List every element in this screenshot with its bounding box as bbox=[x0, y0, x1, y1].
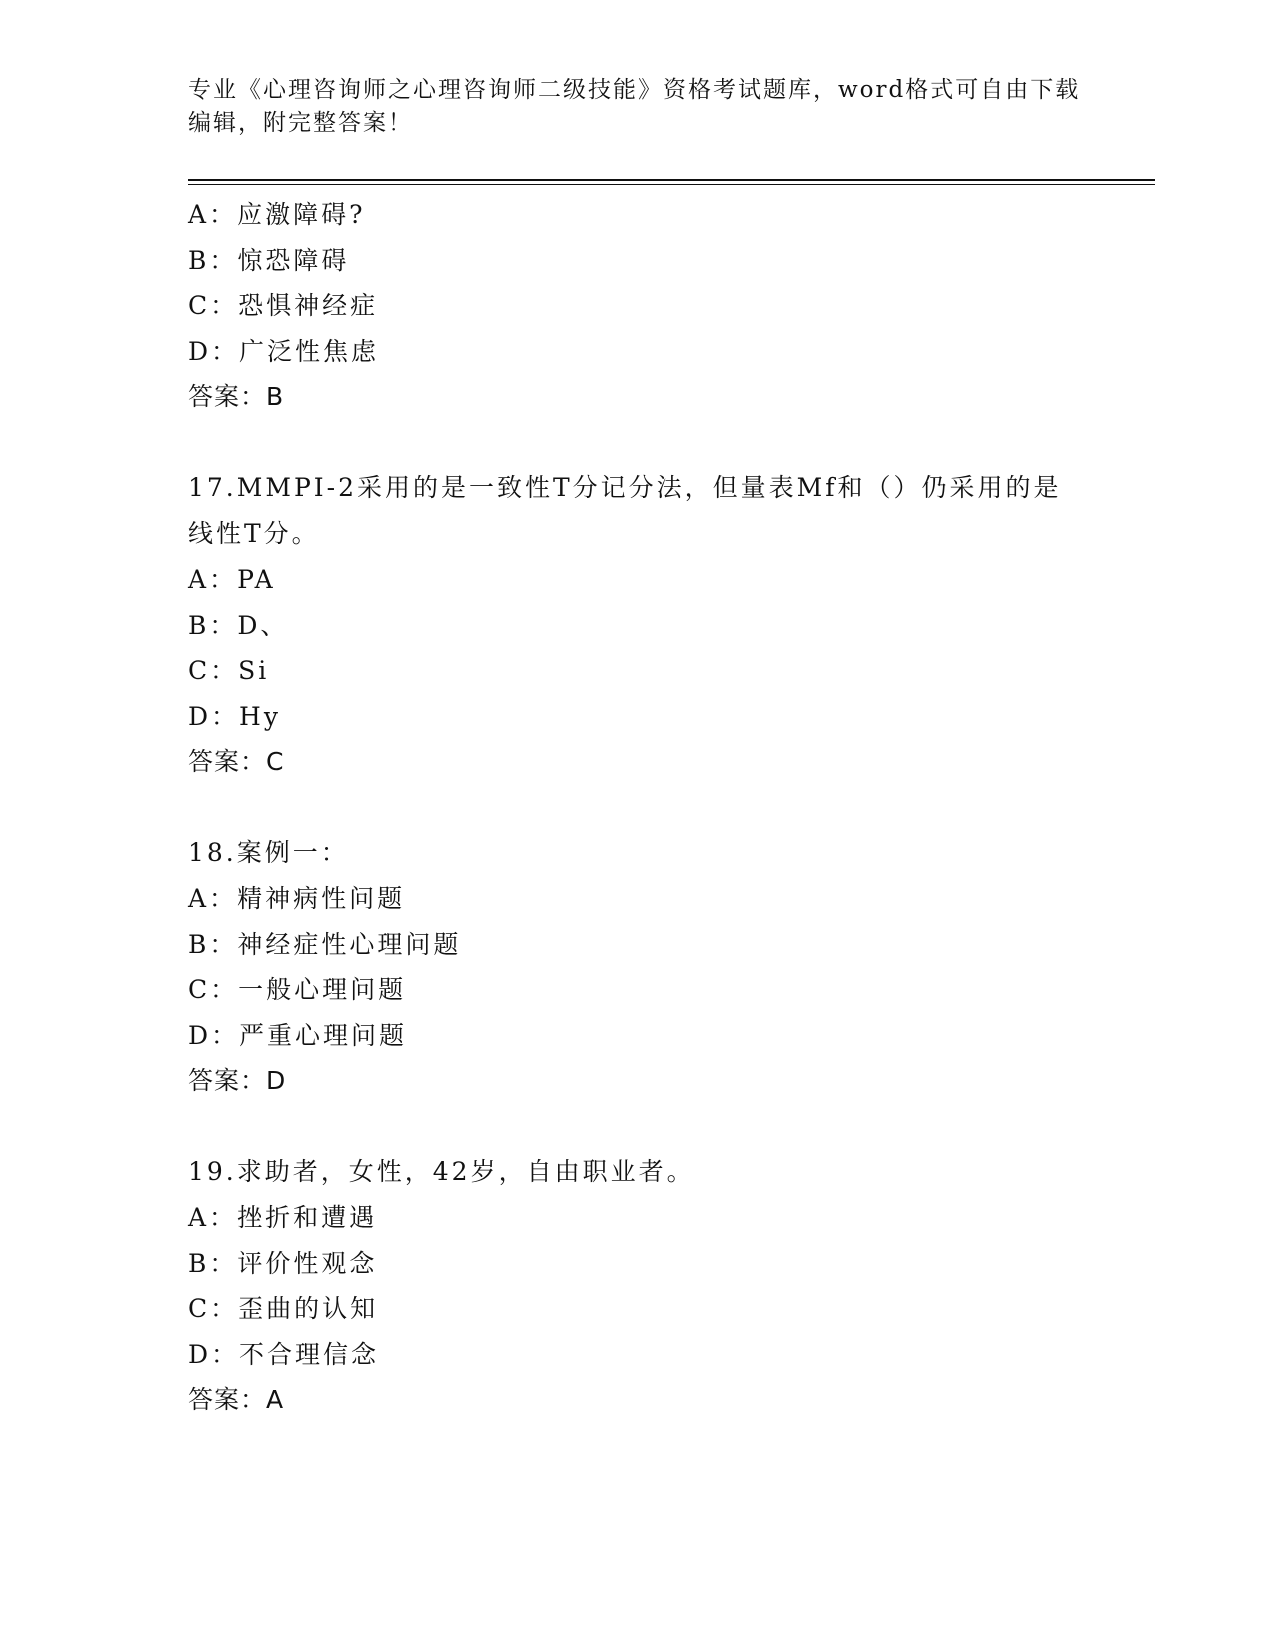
option-a: A：应激障碍? bbox=[188, 200, 366, 229]
option-d: D：不合理信念 bbox=[188, 1339, 380, 1369]
question-list bbox=[188, 192, 1088, 1423]
option-d: D：严重心理问题 bbox=[188, 1020, 408, 1050]
question-block-16 bbox=[188, 192, 1088, 420]
answer-line: 答案：C bbox=[188, 747, 285, 776]
option-d: D：广泛性焦虑 bbox=[188, 336, 380, 366]
answer-line: 答案：D bbox=[188, 1066, 287, 1095]
option-c: C：恐惧神经症 bbox=[188, 291, 379, 320]
answer-line: 答案：A bbox=[188, 1385, 285, 1414]
option-c: C：一般心理问题 bbox=[188, 975, 407, 1004]
answer-line: 答案：B bbox=[188, 382, 285, 411]
question-block-19 bbox=[188, 1149, 1088, 1423]
header-line-2: 编辑，附完整答案！ bbox=[188, 110, 413, 136]
option-b: B：D、 bbox=[188, 610, 289, 640]
option-d: D：Hy bbox=[188, 701, 281, 731]
option-c: C：Si bbox=[188, 656, 270, 685]
header-divider bbox=[188, 179, 1155, 185]
document-header bbox=[188, 74, 1088, 140]
option-b: B：惊恐障碍 bbox=[188, 245, 350, 275]
option-a: A：挫折和遭遇 bbox=[188, 1203, 378, 1232]
header-line-1: 专业《心理咨询师之心理咨询师二级技能》资格考试题库，word格式可自由下载 bbox=[188, 77, 1081, 103]
option-b: B：神经症性心理问题 bbox=[188, 929, 462, 959]
option-a: A：PA bbox=[188, 565, 276, 594]
question-text-line-1: 18.案例一： bbox=[188, 838, 349, 867]
question-text-line-2: 线性T分。 bbox=[188, 519, 320, 548]
question-block-18 bbox=[188, 830, 1088, 1104]
option-b: B：评价性观念 bbox=[188, 1248, 378, 1278]
question-text-line-1: 19.求助者，女性，42岁，自由职业者。 bbox=[188, 1157, 695, 1186]
option-a: A：精神病性问题 bbox=[188, 884, 406, 913]
option-c: C：歪曲的认知 bbox=[188, 1294, 379, 1323]
question-block-17 bbox=[188, 465, 1088, 785]
question-text-line-1: 17.MMPI-2采用的是一致性T分记分法，但量表Mf和（）仍采用的是 bbox=[188, 473, 1062, 502]
